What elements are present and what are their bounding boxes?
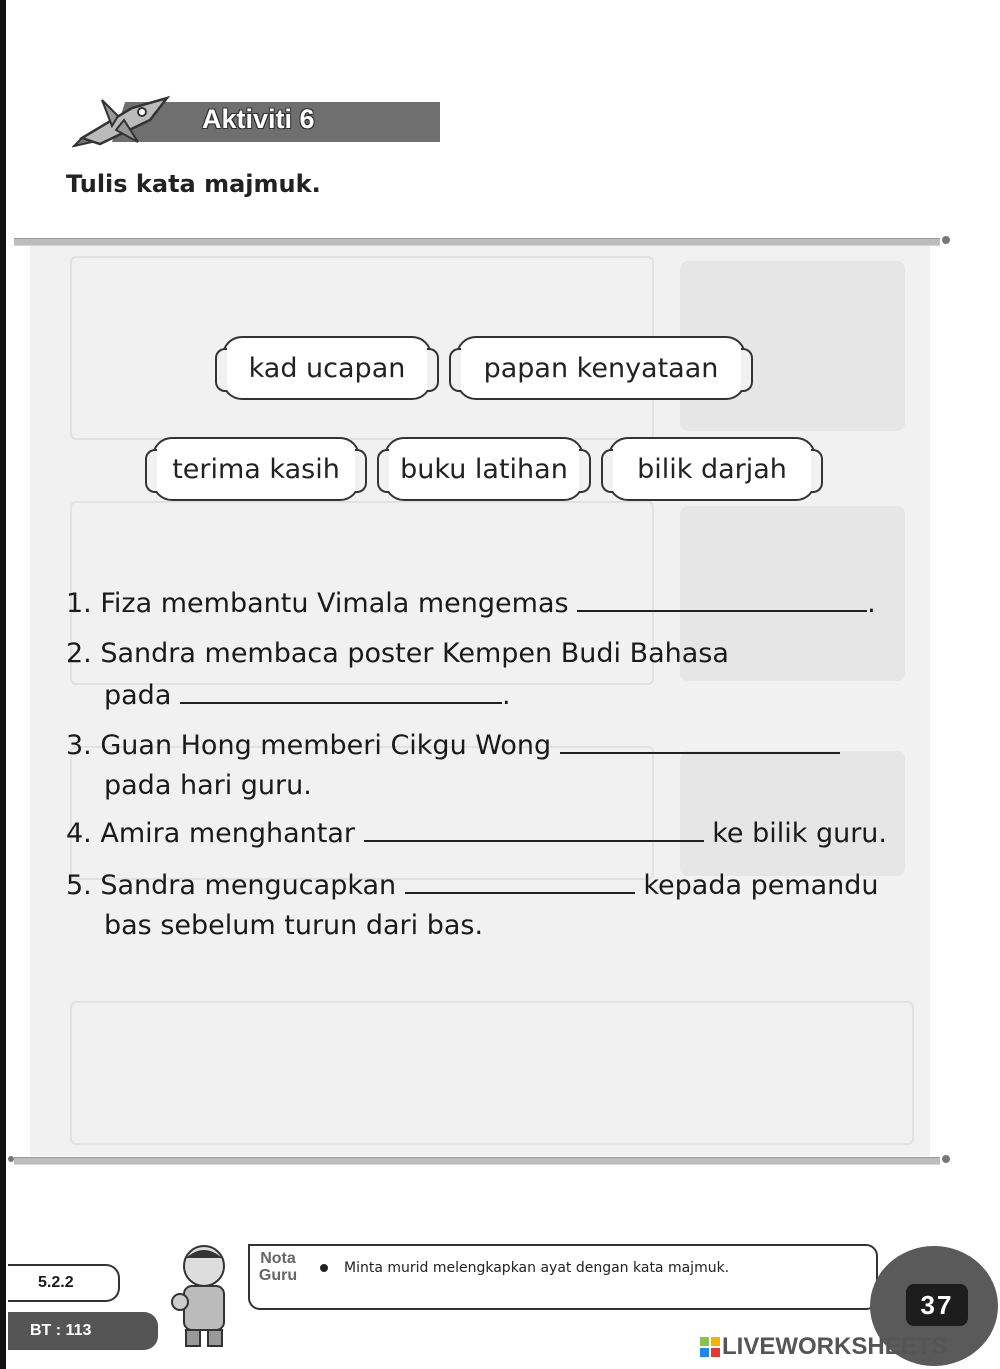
question-4	[66, 814, 887, 854]
bt-tab: BT : 113	[8, 1312, 158, 1350]
word-card: papan kenyataan	[456, 336, 746, 400]
question-2	[66, 634, 729, 674]
bullet-icon	[320, 1264, 328, 1272]
teacher-note-text: Minta murid melengkapkan ayat dengan kata majmuk.	[344, 1260, 730, 1276]
question-5-line-2: bas sebelum turun dari bas.	[104, 910, 484, 941]
question-text: Amira menghantar	[100, 818, 356, 849]
question-2-line-2	[104, 676, 511, 716]
nota-label-line: Guru	[258, 1267, 298, 1284]
scroll-rod-bottom	[14, 1157, 940, 1165]
question-text: Sandra mengucapkan	[100, 870, 397, 901]
page-edge	[0, 0, 6, 1369]
astronaut-icon	[168, 1240, 240, 1350]
watermark-text: LIVEWORKSHEETS	[722, 1333, 948, 1360]
answer-blank-5[interactable]	[405, 866, 635, 894]
question-number: 2.	[66, 638, 92, 669]
teacher-note-box	[248, 1244, 878, 1310]
answer-blank-2[interactable]	[180, 676, 502, 704]
scroll-rod-top	[14, 238, 940, 246]
liveworksheets-logo-icon	[700, 1337, 720, 1357]
activity-banner	[72, 100, 440, 144]
question-3	[66, 726, 840, 766]
word-card: kad ucapan	[222, 336, 432, 400]
answer-blank-4[interactable]	[364, 814, 704, 842]
answer-blank-1[interactable]	[577, 584, 867, 612]
instruction-text: Tulis kata majmuk.	[66, 170, 321, 198]
question-number: 5.	[66, 870, 92, 901]
question-text: Sandra membaca poster Kempen Budi Bahasa	[100, 638, 729, 669]
nota-guru-label	[250, 1250, 306, 1284]
question-5	[66, 866, 879, 906]
question-text: Fiza membantu Vimala mengemas	[100, 588, 569, 619]
word-card: buku latihan	[384, 437, 584, 501]
liveworksheets-watermark	[700, 1333, 947, 1361]
question-number: 1.	[66, 588, 92, 619]
word-card: terima kasih	[152, 437, 360, 501]
question-punct: .	[501, 680, 511, 711]
faded-background-box	[70, 1001, 914, 1145]
standard-tab: 5.2.2	[8, 1264, 120, 1302]
question-text: pada	[104, 680, 172, 711]
question-number: 3.	[66, 730, 92, 761]
question-text: Guan Hong memberi Cikgu Wong	[100, 730, 552, 761]
word-card: bilik darjah	[608, 437, 816, 501]
rocket-icon	[72, 80, 182, 150]
activity-title: Aktiviti 6	[202, 104, 315, 134]
nota-label-line: Nota	[260, 1250, 296, 1267]
answer-blank-3[interactable]	[560, 726, 840, 754]
question-text: kepada pemandu	[643, 870, 879, 901]
question-3-line-2: pada hari guru.	[104, 770, 312, 801]
question-1	[66, 584, 876, 624]
question-punct: .	[867, 588, 876, 619]
page-number: 37	[906, 1284, 968, 1326]
question-number: 4.	[66, 818, 92, 849]
question-text: ke bilik guru.	[712, 818, 887, 849]
